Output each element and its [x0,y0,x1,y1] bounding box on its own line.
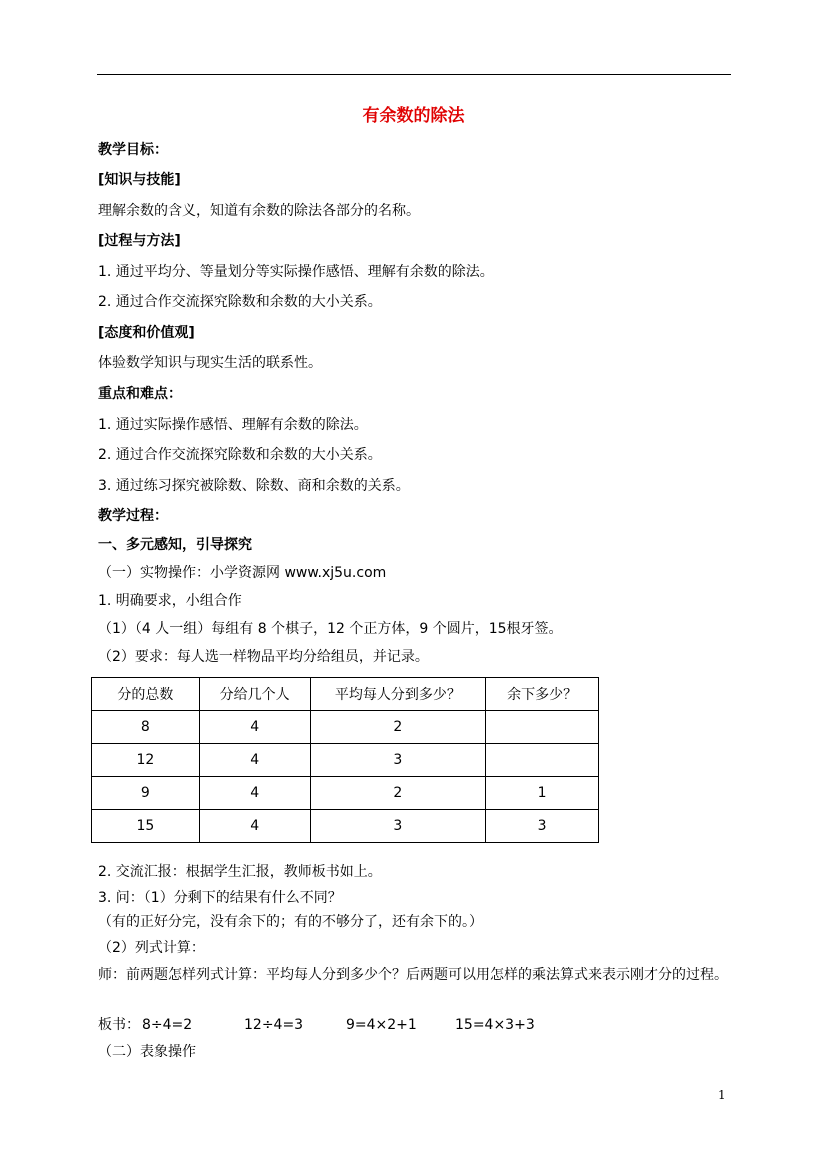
table-cell: 2 [310,711,486,744]
table-header-cell: 分给几个人 [199,678,310,711]
step-1-b: （2）要求：每人选一样物品平均分给组员，并记录。 [98,649,429,665]
process-item-1: 1. 通过平均分、等量划分等实际操作感悟、理解有余数的除法。 [98,264,494,280]
process-item-2: 2. 通过合作交流探究除数和余数的大小关系。 [98,294,382,310]
table-cell: 15 [92,810,200,843]
table-header-row [92,678,599,711]
page-title: 有余数的除法 [362,106,465,126]
section1-heading: 一、多元感知，引导探究 [98,537,252,553]
table-cell: 12 [92,744,200,777]
sub-section-2: （二）表象操作 [98,1044,196,1060]
procedure-heading: 教学过程： [98,508,168,524]
attitude-heading: [态度和价值观] [98,325,195,341]
table-cell: 3 [486,810,599,843]
key-item-3: 3. 通过练习探究被除数、除数、商和余数的关系。 [98,478,410,494]
header-rule [97,74,731,75]
key-item-2: 2. 通过合作交流探究除数和余数的大小关系。 [98,447,382,463]
formula-2: 12÷4=3 [244,1017,304,1033]
data-table [91,677,599,843]
table-header-cell: 余下多少？ [486,678,599,711]
table-cell: 8 [92,711,200,744]
formula-4: 15=4×3+3 [455,1017,535,1033]
table-row [92,810,599,843]
process-heading: [过程与方法] [98,233,181,249]
table-header-cell: 分的总数 [92,678,200,711]
step-1-a: （1）（4 人一组）每组有 8 个棋子，12 个正方体，9 个圆片，15根牙签。 [98,621,563,637]
step-2: 2. 交流汇报：根据学生汇报，教师板书如上。 [98,864,382,880]
step-1: 1. 明确要求，小组合作 [98,593,242,609]
formula-1: 8÷4=2 [142,1017,193,1033]
board-label: 板书： [98,1017,140,1033]
table-row [92,711,599,744]
table-cell: 4 [199,711,310,744]
table-cell: 3 [310,810,486,843]
step-3: 3. 问：（1）分剩下的结果有什么不同？ [98,890,342,906]
attitude-text: 体验数学知识与现实生活的联系性。 [98,355,322,371]
table-cell: 4 [199,744,310,777]
knowledge-heading: [知识与技能] [98,172,181,188]
table-cell: 4 [199,810,310,843]
table-cell: 9 [92,777,200,810]
table-cell: 4 [199,777,310,810]
page-number: 1 [718,1088,726,1102]
key-heading: 重点和难点： [98,386,182,402]
key-item-1: 1. 通过实际操作感悟、理解有余数的除法。 [98,417,368,433]
table-cell: 2 [310,777,486,810]
table-cell: 3 [310,744,486,777]
table-header-cell: 平均每人分到多少？ [310,678,486,711]
teacher-text: 师：前两题怎样列式计算：平均每人分到多少个？后两题可以用怎样的乘法算式来表示刚才分的过程。 [98,967,728,983]
table-cell [486,711,599,744]
table-row [92,777,599,810]
table-cell: 1 [486,777,599,810]
step-3-b: （2）列式计算： [98,940,205,956]
goals-heading: 教学目标： [98,142,168,158]
step-3-answer: （有的正好分完，没有余下的；有的不够分了，还有余下的。） [98,914,483,930]
knowledge-text: 理解余数的含义，知道有余数的除法各部分的名称。 [98,203,420,219]
formula-3: 9=4×2+1 [346,1017,417,1033]
sub-section-1: （一）实物操作：小学资源网 www.xj5u.com [98,565,387,581]
table-row [92,744,599,777]
table-cell [486,744,599,777]
